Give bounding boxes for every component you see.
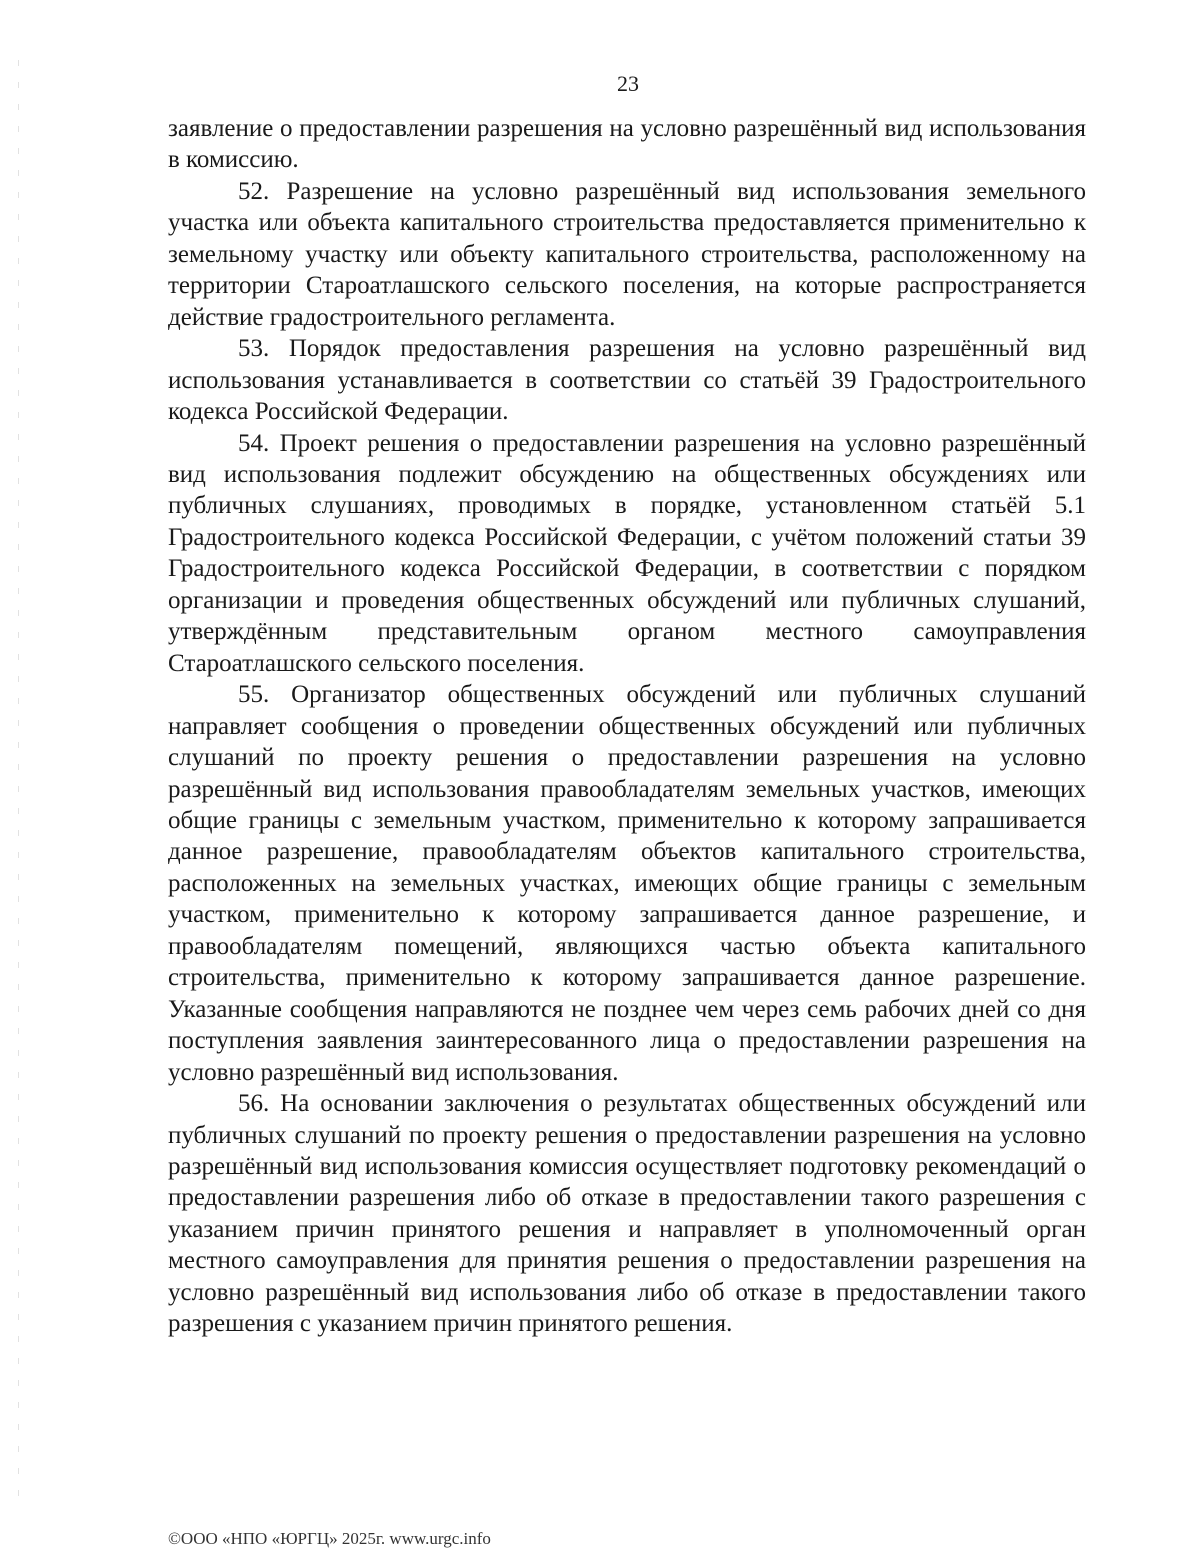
document-body <box>168 113 1086 1340</box>
paragraph-56: 56. На основании заключения о результатах общественных обсуждений или публичных слушаний по проекту решения о предоставлении разрешения на условно разрешённый вид использования комиссия осуществляет подготовку рекомендаций о предоставлении разрешения либо об отказе в предоставлении такого разрешения с указанием причин принятого решения и направляет в уполномоченный орган местного самоуправления для принятия решения о предоставлении разрешения на условно разрешённый вид использования либо об отказе в предоставлении такого разрешения с указанием причин принятого решения. <box>168 1090 1086 1338</box>
paragraph-continuation: заявление о предоставлении разрешения на условно разрешённый вид использования в комиссию. <box>168 115 1086 174</box>
paragraph-52: 52. Разрешение на условно разрешённый вид использования земельного участка или объекта капитального строительства предоставляется применительно к земельному участку или объекту капитального строительства, расположенному на территории Староатлашского сельского поселения, на которые распространяется действие градостроительного регламента. <box>168 177 1086 331</box>
paragraph-53: 53. Порядок предоставления разрешения на условно разрешённый вид использования устанавливается в соответствии со статьёй 39 Градостроительного кодекса Российской Федерации. <box>168 335 1086 426</box>
page-number: 23 <box>617 71 639 96</box>
paragraph-54: 54. Проект решения о предоставлении разрешения на условно разрешённый вид использования подлежит обсуждению на общественных обсуждениях или публичных слушаниях, проводимых в порядке, установленном статьёй 5.1 Градостроительного кодекса Российской Федерации, с учётом положений статьи 39 Градостроительного кодекса Российской Федерации, в соответствии с порядком организации и проведения общественных обсуждений или публичных слушаний, утверждённым представительным органом местного самоуправления Староатлашского сельского поселения. <box>168 429 1086 677</box>
copyright-footer: ©ООО «НПО «ЮРГЦ» 2025г. www.urgc.info <box>168 1529 491 1548</box>
paragraph-55: 55. Организатор общественных обсуждений или публичных слушаний направляет сообщения о проведении общественных обсуждений или публичных слушаний по проекту решения о предоставлении разрешения на условно разрешённый вид использования правообладателям земельных участков, имеющих общие границы с земельным участком, применительно к которому запрашивается данное разрешение, правообладателям объектов капитального строительства, расположенных на земельных участках, имеющих общие границы с земельным участком, применительно к которому запрашивается данное разрешение, и правообладателям помещений, являющихся частью объекта капитального строительства, применительно к которому запрашивается данное разрешение. Указанные сообщения направляются не позднее чем через семь рабочих дней со дня поступления заявления заинтересованного лица о предоставлении разрешения на условно разрешённый вид использования. <box>168 681 1086 1086</box>
scan-edge-artifact <box>18 60 19 1500</box>
